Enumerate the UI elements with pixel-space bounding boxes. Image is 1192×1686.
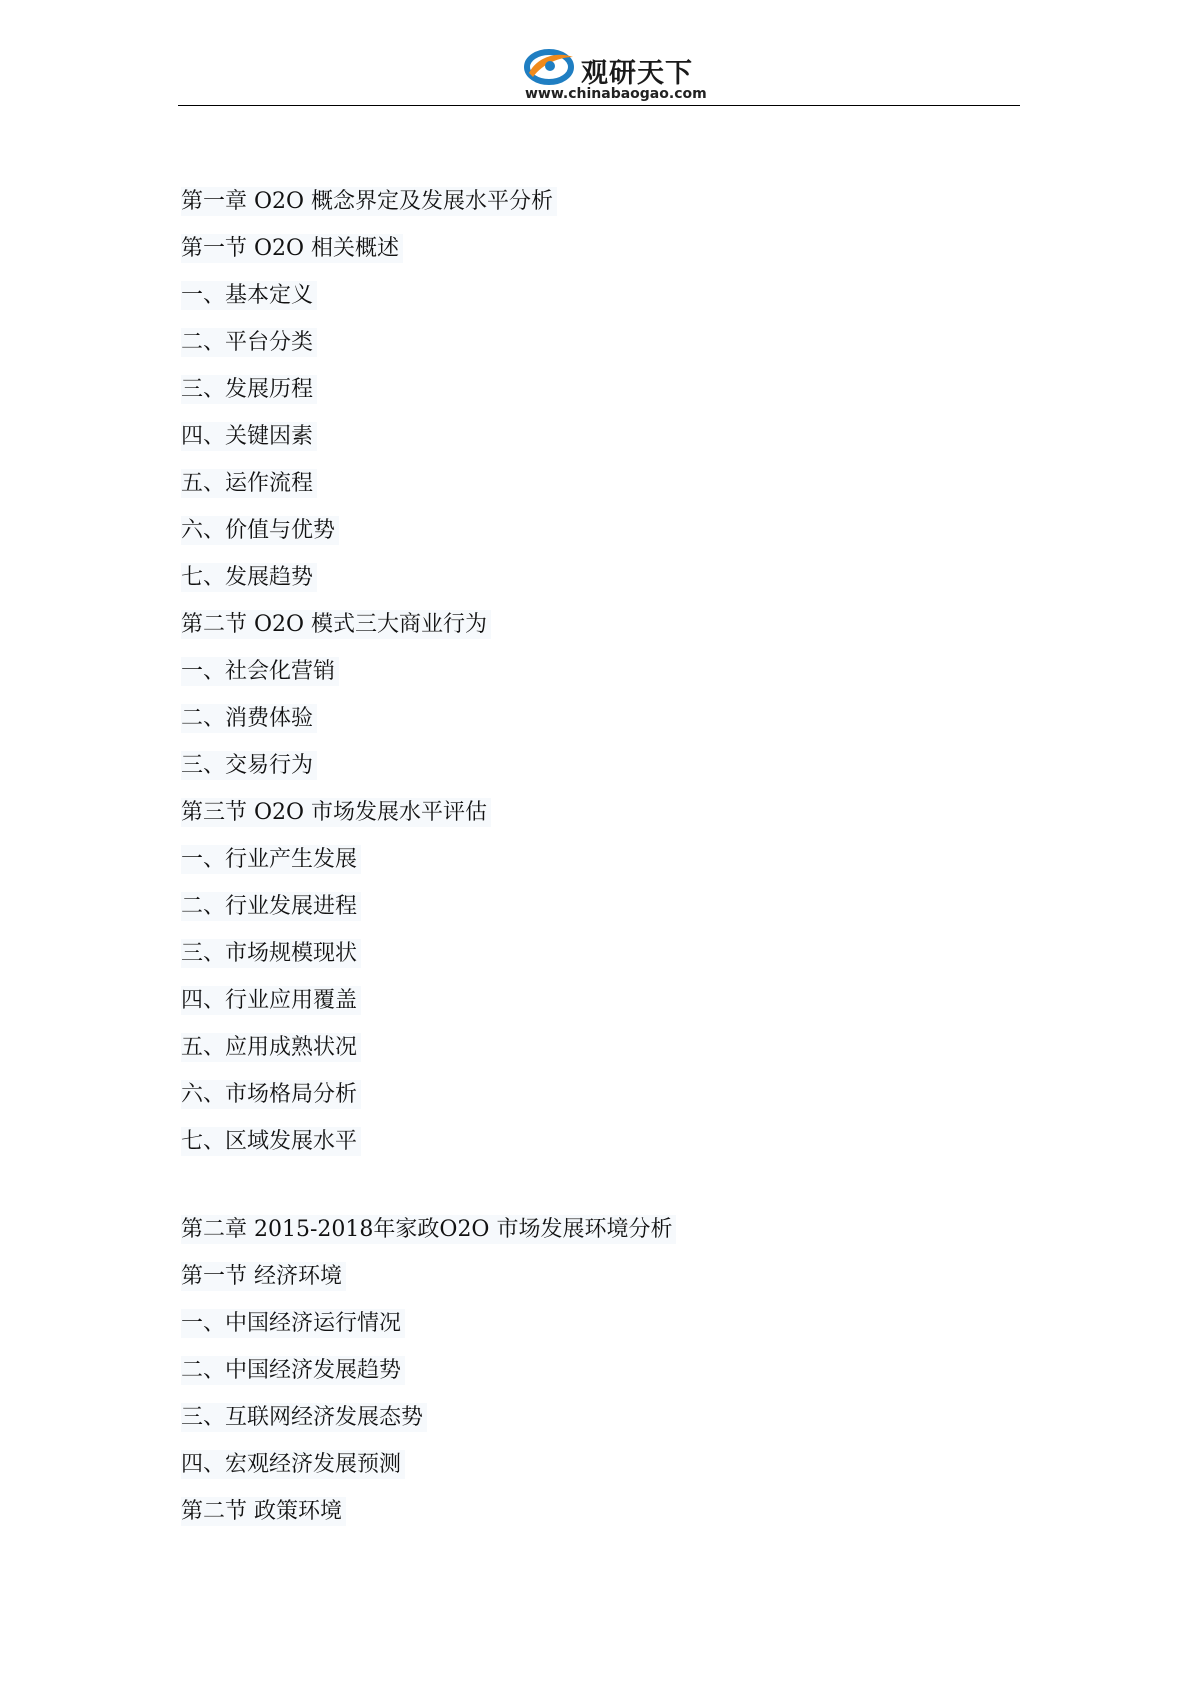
toc-item (181, 977, 1021, 1024)
toc-entry-text: 五、运作流程 (181, 469, 317, 498)
company-logo (523, 45, 707, 105)
toc-item (181, 413, 1021, 460)
toc-chapter (181, 1206, 1021, 1253)
toc-item (181, 507, 1021, 554)
toc-entry-text: 第一节 O2O 相关概述 (181, 234, 403, 263)
toc-entry-text: 三、交易行为 (181, 751, 317, 780)
toc-entry-text: 二、消费体验 (181, 704, 317, 733)
logo-swoosh-icon (523, 47, 577, 87)
toc-entry-text: 第一节 经济环境 (181, 1262, 346, 1291)
toc-section (181, 1253, 1021, 1300)
logo-website-url: www.chinabaogao.com (525, 86, 707, 102)
toc-entry-text: 六、市场格局分析 (181, 1080, 361, 1109)
toc-entry-text: 一、基本定义 (181, 281, 317, 310)
toc-entry-text: 一、中国经济运行情况 (181, 1309, 405, 1338)
toc-entry-text: 三、发展历程 (181, 375, 317, 404)
toc-item (181, 695, 1021, 742)
toc-entry-text: 一、行业产生发展 (181, 845, 361, 874)
toc-section (181, 601, 1021, 648)
table-of-contents (181, 178, 1021, 1535)
header-divider (178, 105, 1020, 106)
toc-item (181, 1347, 1021, 1394)
toc-item (181, 883, 1021, 930)
toc-item (181, 1300, 1021, 1347)
toc-entry-text: 第二章 2015-2018年家政O2O 市场发展环境分析 (181, 1215, 676, 1244)
toc-entry-text: 二、行业发展进程 (181, 892, 361, 921)
toc-item (181, 272, 1021, 319)
toc-entry-text: 一、社会化营销 (181, 657, 339, 686)
toc-entry-text: 二、平台分类 (181, 328, 317, 357)
toc-item (181, 1394, 1021, 1441)
toc-entry-text: 五、应用成熟状况 (181, 1033, 361, 1062)
toc-chapter (181, 178, 1021, 225)
page-header (0, 0, 1192, 110)
toc-item (181, 836, 1021, 883)
toc-entry-text: 二、中国经济发展趋势 (181, 1356, 405, 1385)
toc-item (181, 1441, 1021, 1488)
toc-entry-text: 第二节 O2O 模式三大商业行为 (181, 610, 491, 639)
toc-entry-text: 四、行业应用覆盖 (181, 986, 361, 1015)
toc-item (181, 319, 1021, 366)
toc-entry-text: 六、价值与优势 (181, 516, 339, 545)
toc-item (181, 742, 1021, 789)
toc-section (181, 225, 1021, 272)
logo-brand-name: 观研天下 (581, 58, 693, 89)
toc-entry-text: 第三节 O2O 市场发展水平评估 (181, 798, 491, 827)
toc-entry-text: 第一章 O2O 概念界定及发展水平分析 (181, 187, 557, 216)
toc-item (181, 1071, 1021, 1118)
toc-entry-text: 七、发展趋势 (181, 563, 317, 592)
toc-item (181, 554, 1021, 601)
toc-entry-text: 第二节 政策环境 (181, 1497, 346, 1526)
toc-entry-text: 三、互联网经济发展态势 (181, 1403, 427, 1432)
toc-item (181, 460, 1021, 507)
toc-entry-text: 三、市场规模现状 (181, 939, 361, 968)
toc-item (181, 366, 1021, 413)
toc-item (181, 930, 1021, 977)
toc-item (181, 648, 1021, 695)
toc-section (181, 1488, 1021, 1535)
toc-entry-text: 四、关键因素 (181, 422, 317, 451)
toc-entry-text: 七、区域发展水平 (181, 1127, 361, 1156)
toc-item (181, 1118, 1021, 1165)
toc-section (181, 789, 1021, 836)
toc-item (181, 1024, 1021, 1071)
toc-entry-text: 四、宏观经济发展预测 (181, 1450, 405, 1479)
